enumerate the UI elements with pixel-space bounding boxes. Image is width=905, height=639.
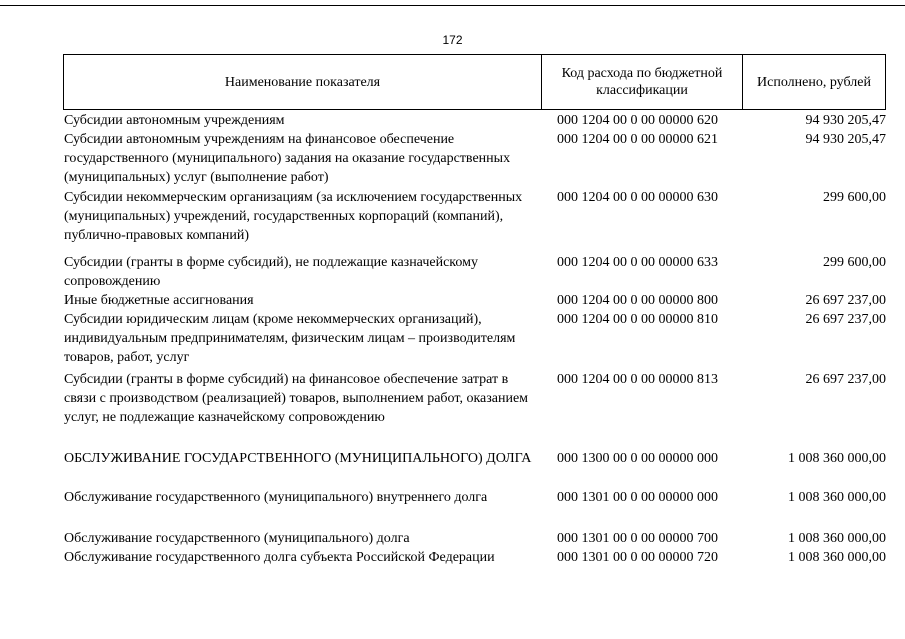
row-value: 299 600,00 [823,255,886,270]
row-name: Субсидии автономным учреждениям [64,113,285,128]
row-value: 26 697 237,00 [805,312,886,327]
row-code: 000 1204 00 0 00 00000 621 [557,132,718,147]
row-value: 299 600,00 [823,190,886,205]
row-code: 000 1204 00 0 00 00000 813 [557,372,718,387]
row-name: Субсидии автономным учреждениям на финансовое обеспечение государственного (муниципального) задания на оказание государственных (муниципальных) услуг (выполнение работ) [64,132,511,185]
row-name: Обслуживание государственного (муниципального) долга [64,531,410,546]
row-value: 1 008 360 000,00 [788,451,886,466]
row-value: 94 930 205,47 [805,113,886,128]
row-code: 000 1204 00 0 00 00000 633 [557,255,718,270]
row-code: 000 1204 00 0 00 00000 620 [557,113,718,128]
row-value: 1 008 360 000,00 [788,490,886,505]
table-header [63,54,886,110]
row-value: 26 697 237,00 [805,293,886,308]
row-code: 000 1300 00 0 00 00000 000 [557,451,718,466]
row-code: 000 1301 00 0 00 00000 000 [557,490,718,505]
row-name: Субсидии юридическим лицам (кроме некоммерческих организаций), индивидуальным предпринимателям, физическим лицам – производителям товаров, работ, услуг [64,312,516,365]
header-executed: Исполнено, рублей [757,74,871,90]
row-name: ОБСЛУЖИВАНИЕ ГОСУДАРСТВЕННОГО (МУНИЦИПАЛЬНОГО) ДОЛГА [64,451,532,466]
row-code: 000 1301 00 0 00 00000 720 [557,550,718,565]
row-name: Обслуживание государственного (муниципального) внутреннего долга [64,490,488,505]
row-code: 000 1204 00 0 00 00000 630 [557,190,718,205]
header-name: Наименование показателя [224,74,381,90]
header-code: Код расхода по бюджетной классификации [541,55,743,109]
row-value: 1 008 360 000,00 [788,531,886,546]
row-name: Иные бюджетные ассигнования [64,293,254,308]
top-rule [0,5,905,6]
row-code: 000 1204 00 0 00 00000 810 [557,312,718,327]
row-value: 94 930 205,47 [805,132,886,147]
row-name: Субсидии (гранты в форме субсидий) на финансовое обеспечение затрат в связи с производством (реализацией) товаров, выполнением работ, оказанием услуг, не подлежащие казначейскому сопровождению [64,372,529,425]
row-name: Субсидии (гранты в форме субсидий), не подлежащие казначейскому сопровождению [64,255,478,289]
row-name: Субсидии некоммерческим организациям (за исключением государственных (муниципальных) учреждений, государственных корпораций (компаний), публично-правовых компаний) [64,190,523,243]
row-value: 1 008 360 000,00 [788,550,886,565]
row-name: Обслуживание государственного долга субъекта Российской Федерации [64,550,495,565]
row-value: 26 697 237,00 [805,372,886,387]
page-number: 172 [442,33,463,47]
row-code: 000 1301 00 0 00 00000 700 [557,531,718,546]
row-code: 000 1204 00 0 00 00000 800 [557,293,718,308]
